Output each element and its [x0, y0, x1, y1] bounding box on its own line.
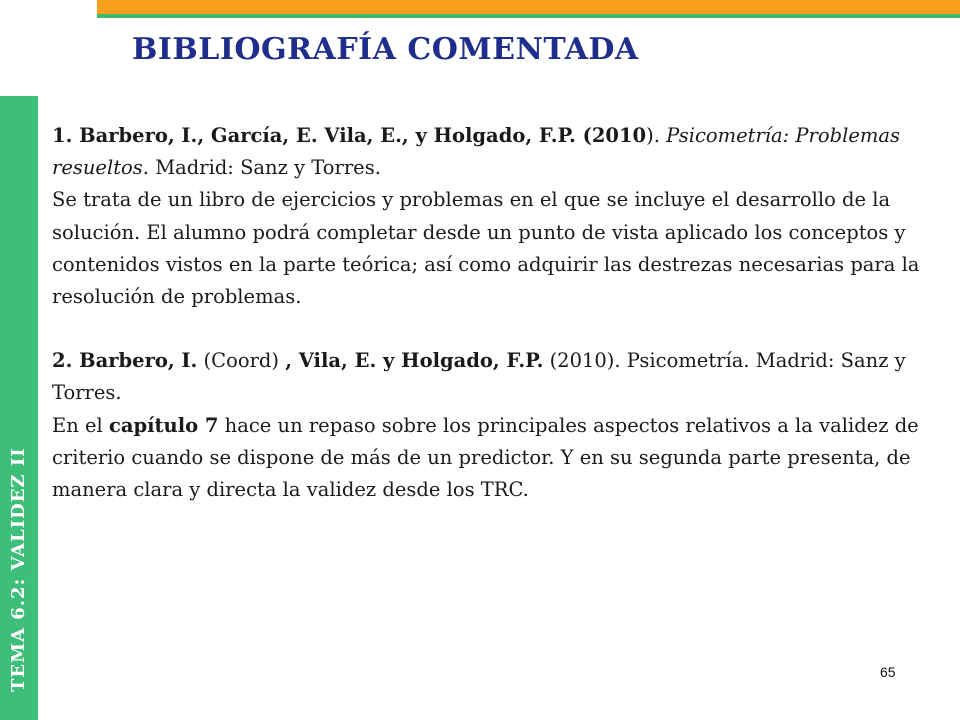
bibliography-content [52, 120, 942, 506]
page-title: BIBLIOGRAFÍA COMENTADA [132, 32, 639, 67]
side-label: TEMA 6.2: VALIDEZ II [8, 447, 29, 692]
entry-2-desc-body: hace un repaso sobre los principales aspectos relativos a la validez de criterio cuando se dispone de más de un predictor. Y en su segunda parte presenta, de manera clara y directa la validez desde los TRC. [52, 413, 919, 502]
entry-2-citation [52, 345, 942, 409]
entry-1-description: Se trata de un libro de ejercicios y problemas en el que se incluye el desarrollo de la solución. El alumno podrá completar desde un punto de vista aplicado los conceptos y contenidos vistos en la parte teórica; así como adquirir las destrezas necesarias para la resolución de problemas. [52, 188, 920, 309]
entry-1-publisher: . Madrid: Sanz y Torres. [142, 156, 381, 180]
entry-spacer [52, 313, 942, 345]
entry-2-desc-intro: En el [52, 413, 109, 437]
side-bar [0, 96, 38, 720]
entry-2-rest: (2010). Psicometría. Madrid: Sanz y Torres. [52, 349, 906, 405]
entry-2-description [52, 410, 942, 507]
entry-2-role: (Coord) [197, 349, 286, 373]
entry-2-author-1: 2. Barbero, I. [52, 349, 198, 373]
page-number: 65 [880, 664, 896, 680]
entry-2-author-2: , Vila, E. y Holgado, F.P. [285, 349, 544, 373]
top-accent-bar-orange [97, 0, 960, 14]
entry-1-work-title: Psicometría: Problemas resueltos [52, 124, 900, 180]
entry-1-citation-after-bold: ). [646, 124, 667, 147]
entry-1-authors: 1. Barbero, I., García, E. Vila, E., y Holgado, F.P. (2010 [52, 124, 647, 147]
entry-1-citation [52, 120, 942, 184]
entry-2-chapter: capítulo 7 [108, 413, 219, 437]
top-accent-bar-green [97, 14, 960, 18]
